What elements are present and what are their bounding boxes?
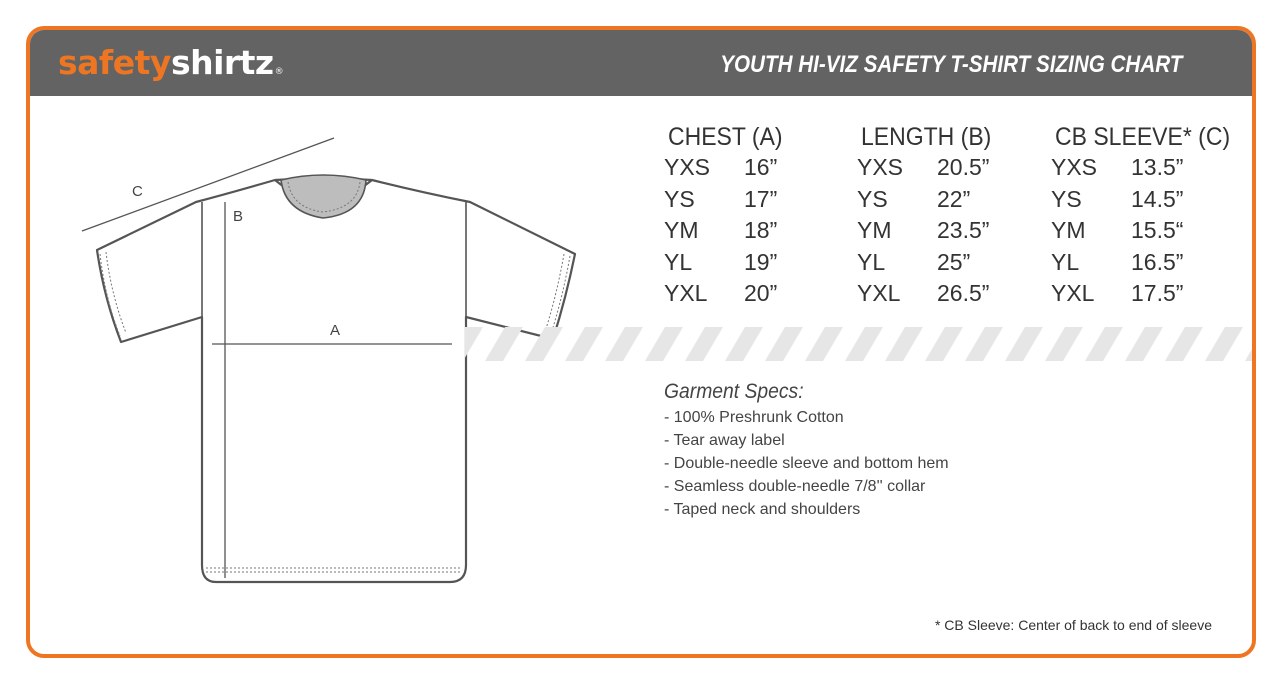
- size-label: YL: [857, 248, 886, 275]
- length-column: [857, 122, 1003, 310]
- label-c: C: [132, 183, 143, 200]
- size-value: 26.5”: [937, 280, 990, 306]
- garment-specs: [664, 378, 949, 521]
- sleeve-column: [1051, 122, 1245, 310]
- table-row: [1051, 184, 1245, 216]
- hazard-stripe: [465, 327, 483, 361]
- hazard-stripe: [725, 327, 763, 361]
- hazard-stripe: [525, 327, 563, 361]
- hazard-stripe: [885, 327, 923, 361]
- hazard-stripe: [1165, 327, 1203, 361]
- table-row: [1051, 247, 1245, 279]
- table-row: [664, 184, 793, 216]
- size-value: 23.5”: [937, 217, 990, 243]
- table-row: [857, 215, 1003, 247]
- list-item: - Seamless double-needle 7/8'' collar: [664, 478, 926, 495]
- size-value: 17”: [744, 185, 778, 212]
- label-a: A: [330, 322, 341, 339]
- hazard-stripe: [685, 327, 723, 361]
- size-label: YL: [664, 248, 693, 275]
- size-value: 19”: [744, 248, 778, 275]
- table-row: [664, 215, 793, 247]
- size-label: YM: [1051, 217, 1086, 243]
- size-label: YXL: [664, 280, 708, 306]
- specs-title: Garment Specs:: [664, 380, 804, 403]
- size-label: YS: [1051, 185, 1082, 212]
- size-label: YL: [1051, 248, 1080, 275]
- size-value: 17.5”: [1131, 280, 1184, 306]
- sizing-chart-card: [26, 26, 1256, 658]
- size-label: YXS: [857, 154, 904, 180]
- size-value: 20.5”: [937, 154, 990, 180]
- stripe-group: [465, 327, 1252, 361]
- table-row: [857, 278, 1003, 310]
- hazard-stripe: [845, 327, 883, 361]
- size-value: 25”: [937, 248, 971, 275]
- length-column-heading: LENGTH (B): [861, 123, 992, 151]
- table-row: [1051, 278, 1245, 310]
- shirt-outline: [97, 179, 575, 583]
- size-value: 20”: [744, 280, 778, 306]
- list-item: - Taped neck and shoulders: [664, 501, 861, 518]
- size-label: YS: [664, 185, 695, 212]
- size-value: 14.5”: [1131, 185, 1184, 212]
- size-label: YXS: [664, 154, 711, 180]
- chest-column: [664, 122, 793, 310]
- hazard-stripe: [1005, 327, 1043, 361]
- hazard-stripe: [1205, 327, 1243, 361]
- list-item: - Tear away label: [664, 432, 785, 449]
- registered-mark: ®: [274, 67, 284, 77]
- hazard-stripe: [485, 327, 523, 361]
- table-row: [857, 152, 1003, 184]
- list-item: - Double-needle sleeve and bottom hem: [664, 455, 949, 472]
- table-row: [1051, 215, 1245, 247]
- chest-column-heading: CHEST (A): [668, 123, 783, 151]
- chart-title: YOUTH HI-VIZ SAFETY T-SHIRT SIZING CHART: [719, 51, 1182, 78]
- size-value: 16”: [744, 154, 778, 180]
- hazard-stripe: [925, 327, 963, 361]
- table-row: [857, 184, 1003, 216]
- label-b: B: [233, 208, 244, 225]
- hazard-stripe: [1125, 327, 1163, 361]
- hazard-stripe: [565, 327, 603, 361]
- hazard-stripe: [1085, 327, 1123, 361]
- sleeve-column-heading: CB SLEEVE* (C): [1055, 123, 1231, 151]
- hazard-stripe: [965, 327, 1003, 361]
- size-value: 18”: [744, 217, 778, 243]
- size-label: YM: [857, 217, 892, 243]
- size-label: YM: [664, 217, 699, 243]
- hazard-stripe-band: [465, 327, 1252, 361]
- hazard-stripe: [765, 327, 803, 361]
- list-item: - 100% Preshrunk Cotton: [664, 409, 844, 426]
- hazard-stripe: [1245, 327, 1252, 361]
- table-row: [1051, 152, 1245, 184]
- table-row: [664, 247, 793, 279]
- size-value: 15.5“: [1131, 217, 1184, 243]
- hazard-stripe: [605, 327, 643, 361]
- size-value: 22”: [937, 185, 971, 212]
- size-label: YXL: [1051, 280, 1095, 306]
- table-row: [857, 247, 1003, 279]
- hazard-stripe: [645, 327, 683, 361]
- brand-logo-part1: safety: [58, 43, 171, 82]
- size-label: YXL: [857, 280, 901, 306]
- size-value: 16.5”: [1131, 248, 1184, 275]
- brand-logo-part2: shirtz: [170, 43, 274, 82]
- size-value: 13.5”: [1131, 154, 1184, 180]
- footnote: * CB Sleeve: Center of back to end of sleeve: [934, 617, 1212, 633]
- hazard-stripe: [1045, 327, 1083, 361]
- hazard-stripe: [805, 327, 843, 361]
- table-row: [664, 152, 793, 184]
- size-label: YS: [857, 185, 888, 212]
- table-row: [664, 278, 793, 310]
- size-label: YXS: [1051, 154, 1098, 180]
